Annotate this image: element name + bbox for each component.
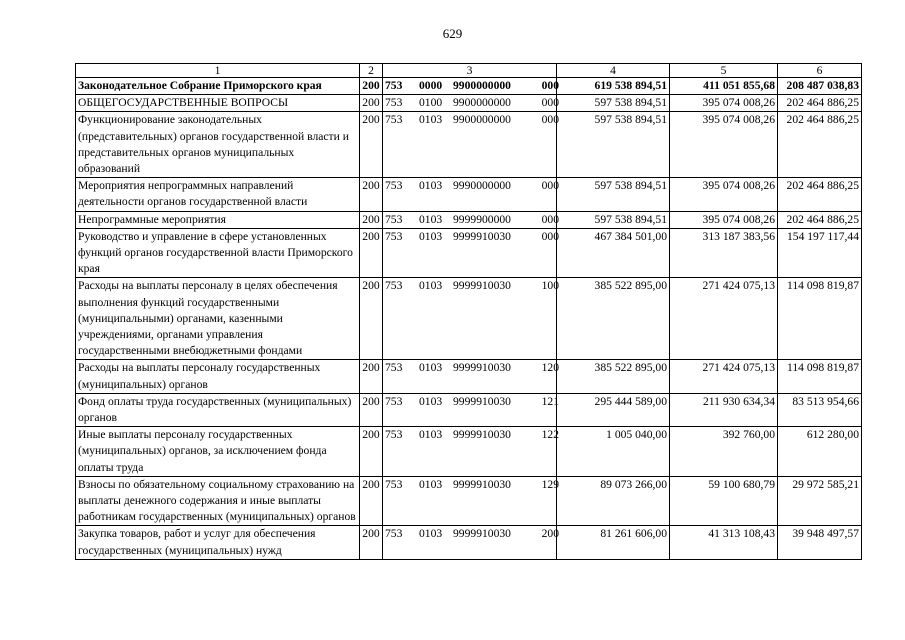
amount-col4: 619 538 894,51	[557, 78, 670, 95]
table-row	[76, 211, 862, 228]
amount-col5: 395 074 008,26	[670, 95, 778, 112]
row-name-cell: Иные выплаты персоналу государственных (муниципальных) органов, за исключением фонда оплаты труда	[76, 427, 360, 477]
amount-col6: 29 972 585,21	[778, 476, 862, 526]
row-name-cell: Фонд оплаты труда государственных (муниципальных) органов	[76, 393, 360, 426]
section-code: 753	[385, 96, 403, 110]
table-header-row	[76, 64, 862, 78]
table-row	[76, 228, 862, 278]
amount-col6: 83 513 954,66	[778, 393, 862, 426]
amount-col6: 202 464 886,25	[778, 178, 862, 211]
amount-col5: 271 424 075,13	[670, 278, 778, 360]
article-code: 9999910030	[453, 394, 511, 408]
table-row	[76, 427, 862, 477]
amount-col4: 385 522 895,00	[557, 278, 670, 360]
table-row	[76, 278, 862, 360]
amount-col4: 467 384 501,00	[557, 228, 670, 278]
subsection-code: 0103	[419, 179, 443, 193]
amount-col6: 202 464 886,25	[778, 95, 862, 112]
section-code: 753	[385, 477, 403, 491]
amount-col5: 271 424 075,13	[670, 360, 778, 393]
article-code: 9999910030	[453, 361, 511, 375]
column-header: 2	[360, 64, 383, 78]
amount-col6: 39 948 497,57	[778, 526, 862, 559]
subsection-code: 0103	[419, 229, 443, 243]
amount-col6: 202 464 886,25	[778, 211, 862, 228]
ved-cell: 200	[360, 178, 383, 211]
row-name-cell: Законодательное Собрание Приморского края	[76, 78, 360, 95]
article-code: 9999910030	[453, 229, 511, 243]
subsection-code: 0103	[419, 361, 443, 375]
ved-cell: 200	[360, 95, 383, 112]
expense-type-code: 120	[541, 361, 559, 375]
row-name-cell: Расходы на выплаты персоналу государственных (муниципальных) органов	[76, 360, 360, 393]
ved-cell: 200	[360, 112, 383, 178]
subsection-code: 0100	[419, 96, 443, 110]
subsection-code: 0000	[419, 79, 443, 92]
expense-type-code: 000	[541, 96, 559, 110]
expense-type-code: 000	[541, 79, 559, 92]
amount-col5: 59 100 680,79	[670, 476, 778, 526]
code-cell	[383, 178, 557, 211]
code-cell	[383, 278, 557, 360]
table-row	[76, 526, 862, 559]
subsection-code: 0103	[419, 113, 443, 127]
section-code: 753	[385, 113, 403, 127]
subsection-code: 0103	[419, 527, 443, 541]
amount-col6: 114 098 819,87	[778, 278, 862, 360]
subsection-code: 0103	[419, 477, 443, 491]
table-row	[76, 78, 862, 95]
code-cell	[383, 360, 557, 393]
row-name-cell: Взносы по обязательному социальному страхованию на выплаты денежного содержания и иные выплаты работникам государственных (муниципальных) органов	[76, 476, 360, 526]
row-name-cell: Мероприятия непрограммных направлений деятельности органов государственной власти	[76, 178, 360, 211]
section-code: 753	[385, 527, 403, 541]
section-code: 753	[385, 279, 403, 293]
code-cell	[383, 228, 557, 278]
amount-col4: 597 538 894,51	[557, 95, 670, 112]
article-code: 9999900000	[453, 212, 511, 226]
section-code: 753	[385, 212, 403, 226]
amount-col5: 313 187 383,56	[670, 228, 778, 278]
code-cell	[383, 427, 557, 477]
expense-type-code: 000	[541, 212, 559, 226]
amount-col4: 597 538 894,51	[557, 112, 670, 178]
article-code: 9900000000	[453, 113, 511, 127]
expense-type-code: 122	[541, 428, 559, 442]
amount-col5: 411 051 855,68	[670, 78, 778, 95]
amount-col4: 1 005 040,00	[557, 427, 670, 477]
amount-col6: 208 487 038,83	[778, 78, 862, 95]
subsection-code: 0103	[419, 428, 443, 442]
ved-cell: 200	[360, 278, 383, 360]
ved-cell: 200	[360, 211, 383, 228]
article-code: 9999910030	[453, 527, 511, 541]
amount-col4: 597 538 894,51	[557, 211, 670, 228]
article-code: 9990000000	[453, 179, 511, 193]
article-code: 9999910030	[453, 279, 511, 293]
amount-col5: 392 760,00	[670, 427, 778, 477]
ved-cell: 200	[360, 526, 383, 559]
ved-cell: 200	[360, 360, 383, 393]
ved-cell: 200	[360, 427, 383, 477]
subsection-code: 0103	[419, 394, 443, 408]
code-cell	[383, 393, 557, 426]
expense-type-code: 000	[541, 229, 559, 243]
code-cell	[383, 78, 557, 95]
amount-col4: 295 444 589,00	[557, 393, 670, 426]
subsection-code: 0103	[419, 212, 443, 226]
expense-type-code: 000	[541, 179, 559, 193]
column-header: 1	[76, 64, 360, 78]
amount-col4: 597 538 894,51	[557, 178, 670, 211]
amount-col6: 612 280,00	[778, 427, 862, 477]
section-code: 753	[385, 229, 403, 243]
code-cell	[383, 112, 557, 178]
amount-col6: 114 098 819,87	[778, 360, 862, 393]
code-cell	[383, 526, 557, 559]
table-row	[76, 95, 862, 112]
table-row	[76, 112, 862, 178]
ved-cell: 200	[360, 78, 383, 95]
column-header: 4	[557, 64, 670, 78]
expense-type-code: 121	[541, 394, 559, 408]
amount-col5: 211 930 634,34	[670, 393, 778, 426]
article-code: 9999910030	[453, 428, 511, 442]
section-code: 753	[385, 79, 403, 92]
expense-type-code: 000	[541, 113, 559, 127]
section-code: 753	[385, 428, 403, 442]
article-code: 9900000000	[453, 96, 511, 110]
column-header: 6	[778, 64, 862, 78]
ved-cell: 200	[360, 393, 383, 426]
amount-col5: 395 074 008,26	[670, 178, 778, 211]
amount-col6: 154 197 117,44	[778, 228, 862, 278]
amount-col5: 395 074 008,26	[670, 112, 778, 178]
table-row	[76, 476, 862, 526]
page-number: 629	[442, 26, 463, 41]
code-cell	[383, 95, 557, 112]
expense-type-code: 200	[541, 527, 559, 541]
expense-type-code: 129	[541, 477, 559, 491]
row-name-cell: Руководство и управление в сфере установленных функций органов государственной власти Приморского края	[76, 228, 360, 278]
row-name-cell: Закупка товаров, работ и услуг для обеспечения государственных (муниципальных) нужд	[76, 526, 360, 559]
expense-type-code: 100	[541, 279, 559, 293]
amount-col6: 202 464 886,25	[778, 112, 862, 178]
amount-col4: 81 261 606,00	[557, 526, 670, 559]
amount-col5: 395 074 008,26	[670, 211, 778, 228]
table-row	[76, 393, 862, 426]
table-row	[76, 360, 862, 393]
row-name-cell: Расходы на выплаты персоналу в целях обеспечения выполнения функций государственными (муниципальными) органами, казенными учреждениями, органами управления государственными внебюджетными фондами	[76, 278, 360, 360]
ved-cell: 200	[360, 228, 383, 278]
amount-col4: 89 073 266,00	[557, 476, 670, 526]
section-code: 753	[385, 361, 403, 375]
section-code: 753	[385, 179, 403, 193]
subsection-code: 0103	[419, 279, 443, 293]
column-header: 3	[383, 64, 557, 78]
column-header: 5	[670, 64, 778, 78]
section-code: 753	[385, 394, 403, 408]
article-code: 9900000000	[453, 79, 511, 92]
row-name-cell: ОБЩЕГОСУДАРСТВЕННЫЕ ВОПРОСЫ	[76, 95, 360, 112]
code-cell	[383, 476, 557, 526]
budget-table	[75, 63, 862, 560]
row-name-cell: Функционирование законодательных (представительных) органов государственной власти и представительных органов муниципальных образований	[76, 112, 360, 178]
code-cell	[383, 211, 557, 228]
amount-col5: 41 313 108,43	[670, 526, 778, 559]
amount-col4: 385 522 895,00	[557, 360, 670, 393]
row-name-cell: Непрограммные мероприятия	[76, 211, 360, 228]
ved-cell: 200	[360, 476, 383, 526]
article-code: 9999910030	[453, 477, 511, 491]
table-row	[76, 178, 862, 211]
